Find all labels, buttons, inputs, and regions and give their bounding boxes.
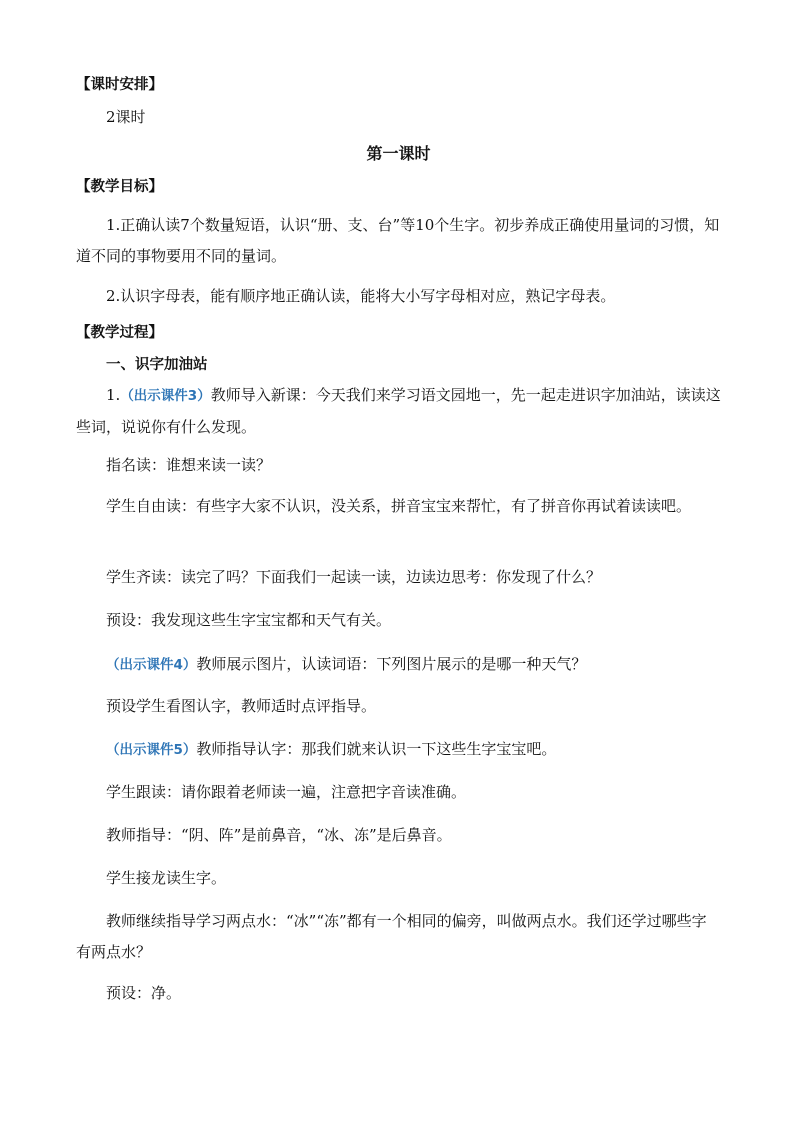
process-paragraph-3: 学生自由读：有些字大家不认识，没关系，拼音宝宝来帮忙，有了拼音你再试着读读吧。 — [106, 497, 692, 515]
process-paragraph-8 — [76, 734, 721, 766]
process-paragraph-6 — [76, 649, 721, 681]
process-heading: 【教学过程】 — [76, 325, 163, 341]
process-paragraph-4: 学生齐读：读完了吗？下面我们一起读一读，边读边思考：你发现了什么？ — [106, 568, 602, 586]
process-paragraph-7: 预设学生看图认字，教师适时点评指导。 — [106, 697, 377, 715]
paragraph-text: 教师指导认字：那我们就来认识一下这些生字宝宝吧。 — [196, 740, 557, 758]
goal-2: 2.认识字母表，能有顺序地正确认读，能将大小写字母相对应，熟记字母表。 — [106, 287, 616, 305]
paragraph-text: 教师展示图片，认读词语：下列图片展示的是哪一种天气？ — [196, 655, 587, 673]
schedule-heading: 【课时安排】 — [76, 77, 163, 93]
goal-1: 1.正确认读7个数量短语，认识“册、支、台”等10个生字。初步养成正确使用量词的习惯，知道不同的事物要用不同的量词。 — [76, 216, 720, 265]
courseware-label: （出示课件4） — [106, 657, 197, 673]
process-paragraph-9: 学生跟读：请你跟着老师读一遍，注意把字音读准确。 — [106, 783, 467, 801]
lesson-title: 第一课时 — [366, 144, 431, 163]
courseware-label: （出示课件3） — [120, 388, 211, 404]
process-paragraph-11: 学生接龙读生字。 — [106, 869, 227, 887]
process-paragraph-2: 指名读：谁想来读一读？ — [106, 456, 272, 474]
process-paragraph-10: 教师指导：“阴、阵”是前鼻音，“冰、冻”是后鼻音。 — [106, 826, 452, 844]
part-1-heading: 一、识字加油站 — [106, 357, 208, 373]
paragraph-text: 教师导入新课：今天我们来学习语文园地一，先一起走进识字加油站，读读这些词，说说你有什么发现。 — [76, 386, 721, 436]
schedule-value: 2课时 — [106, 108, 146, 126]
goals-heading: 【教学目标】 — [76, 179, 163, 195]
process-paragraph-13: 预设：净。 — [106, 984, 182, 1002]
process-paragraph-1 — [76, 380, 721, 443]
courseware-label: （出示课件5） — [106, 742, 197, 758]
process-paragraph-12: 教师继续指导学习两点水：“冰”“冻”都有一个相同的偏旁，叫做两点水。我们还学过哪些字有两点水？ — [76, 912, 707, 961]
paragraph-number: 1. — [106, 386, 121, 404]
process-paragraph-5: 预设：我发现这些生字宝宝都和天气有关。 — [106, 611, 392, 629]
